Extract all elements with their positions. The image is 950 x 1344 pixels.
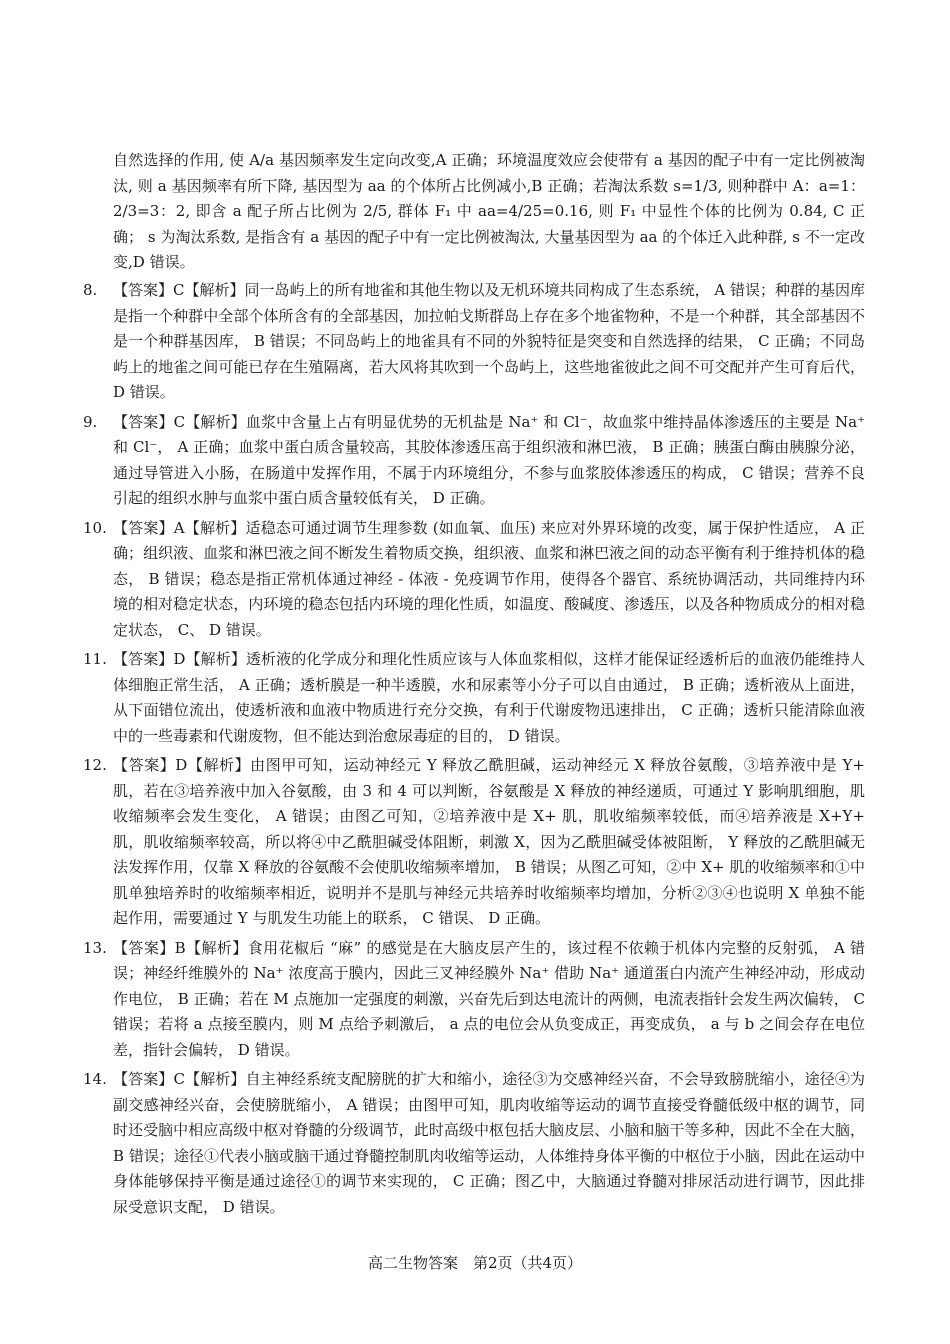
answer-text: 【答案】C【解析】同一岛屿上的所有地雀和其他生物以及无机环境共同构成了生态系统， A 错误；种群的基因库是指一个种群中全部个体所含有的全部基因，加拉帕戈斯群岛上存在多个地雀物种，不是一个种群，其全部基因不是一个种群基因库， B 错误；不同岛屿上的地雀具有不同的外貌特征是突变和自然选择的结果， C 正确；不同岛屿上的地雀之间可能已存在生殖隔离，若大风将其吹到一个岛屿上，这些地雀彼此之间不可交配并产生可育后代， D 错误。 [113,281,865,401]
answer-text: 【答案】C【解析】血浆中含量上占有明显优势的无机盐是 Na⁺ 和 Cl⁻，故血浆中维持晶体渗透压的主要是 Na⁺ 和 Cl⁻， A 正确；血浆中蛋白质含量较高，其胶体渗透压高于组织液和淋巴液， B 正确；胰蛋白酶由胰腺分泌，通过导管进入小肠，在肠道中发挥作用，不属于内环境组分，不参与血浆胶体渗透压的构成， C 错误；营养不良引起的组织水肿与血浆中蛋白质含量较低有关， D 正确。 [113,412,865,507]
answer-number: 12. [83,756,107,774]
answer-item-8 [83,278,865,406]
answer-text: 【答案】D【解析】由图甲可知，运动神经元 Y 释放乙酰胆碱，运动神经元 X 释放谷氨酸，③培养液中是 Y+ 肌，若在③培养液中加入谷氨酸，由 3 和 4 可以判断，谷氨酸是 X 释放的神经递质，可通过 Y 影响肌细胞，肌收缩频率会发生变化， A 错误；由图乙可知，②培养液中是 X+ 肌，肌收缩频率较低，而④培养液是 X+Y+ 肌，肌收缩频率较高，所以将④中乙酰胆碱受体阻断，刺激 X，因为乙酰胆碱受体被阻断， Y 释放的乙酰胆碱无法发挥作用，仅靠 X 释放的谷氨酸不会使肌收缩频率增加， B 错误；从图乙可知，②中 X+ 肌的收缩频率和①中肌单独培养时的收缩频率相近，说明并不是肌与神经元共培养时收缩频率均增加，分析②③④也说明 X 单独不能起作用，需要通过 Y 与肌发生功能上的联系， C 错误、 D 正确。 [113,756,865,927]
answer-number: 11. [83,650,107,668]
answer-number: 14. [83,1070,107,1088]
answer-item-9 [83,410,865,512]
answer-text: 【答案】A【解析】适稳态可通过调节生理参数 (如血氧、血压) 来应对外界环境的改变，属于保护性适应， A 正确；组织液、血浆和淋巴液之间不断发生着物质交换，组织液、血浆和淋巴液之间的动态平衡有利于维持机体的稳态， B 错误；稳态是指正常机体通过神经 - 体液 - 免疫调节作用，使得各个器官、系统协调活动，共同维持内环境的相对稳定状态，内环境的稳态包括内环境的理化性质，如温度、酸碱度、渗透压，以及各种物质成分的相对稳定状态， C、 D 错误。 [113,518,865,639]
answer-text: 【答案】D【解析】透析液的化学成分和理化性质应该与人体血浆相似，这样才能保证经透析后的血液仍能维持人体细胞正常生活， A 正确；透析膜是一种半透膜，水和尿素等小分子可以自由通过， B 正确；透析液从上面进，从下面错位流出，使透析液和血液中物质进行充分交换，有利于代谢废物迅速排出， C 正确；透析只能清除血液中的一些毒素和代谢废物，但不能达到治愈尿毒症的目的， D 错误。 [113,650,865,745]
answer-item-14 [83,1067,865,1220]
answer-item-10 [83,516,865,644]
answer-number: 10. [83,518,107,537]
answer-number: 8. [83,281,98,299]
answer-item-13 [83,936,865,1064]
answer-number: 9. [83,412,98,431]
answer-item-11 [83,647,865,749]
answer-item-12 [83,753,865,932]
answer-list [83,278,865,1224]
answer-text: 【答案】B【解析】食用花椒后 “麻” 的感觉是在大脑皮层产生的，该过程不依赖于机体内完整的反射弧， A 错误；神经纤维膜外的 Na⁺ 浓度高于膜内，因此三叉神经膜外 Na⁺ 借助 Na⁺ 通道蛋白内流产生神经冲动，形成动作电位， B 正确；若在 M 点施加一定强度的刺激，兴奋先后到达电流计的两侧，电流表指针会发生两次偏转， C 错误；若将 a 点接至膜内，则 M 点给予刺激后， a 点的电位会从负变成正，再变成负， a 与 b 之间会存在电位差，指针会偏转， D 错误。 [113,938,865,1059]
page-footer: 高二生物答案 第2页（共4页） [367,1254,583,1272]
answer-number: 13. [83,938,107,957]
intro-paragraph: 自然选择的作用, 使 A/a 基因频率发生定向改变,A 正确；环境温度效应会使带有 a 基因的配子中有一定比例被淘汰, 则 a 基因频率有所下降, 基因型为 aa 的个体所占比例减小,B 正确；若淘汰系数 s=1/3, 则种群中 A：a=1：2/3=3：2, 即含 a 配子所占比例为 2/5, 群体 F₁ 中 aa=4/25=0.16, 则 F₁ 中显性个体的比例为 0.84, C 正确； s 为淘汰系数, 是指含有 a 基因的配子中有一定比例被淘汰, 大量基因型为 aa 的个体迁入此种群, s 不一定改变,D 错误。 [113,151,865,271]
answer-text: 【答案】C【解析】自主神经系统支配膀胱的扩大和缩小，途径③为交感神经兴奋，不会导致膀胱缩小，途径④为副交感神经兴奋，会使膀胱缩小， A 错误；由图甲可知，肌肉收缩等运动的调节直接受脊髓低级中枢的调节，同时还受脑中相应高级中枢对脊髓的分级调节，此时高级中枢包括大脑皮层、小脑和脑干等多种，因此不全在大脑， B 错误；途径①代表小脑或脑干通过脊髓控制肌肉收缩等运动，人体维持身体平衡的中枢位于小脑，因此在运动中身体能够保持平衡是通过途径①的调节来实现的， C 正确；图乙中，大脑通过脊髓对排尿活动进行调节，因此排尿受意识支配， D 错误。 [113,1070,865,1216]
